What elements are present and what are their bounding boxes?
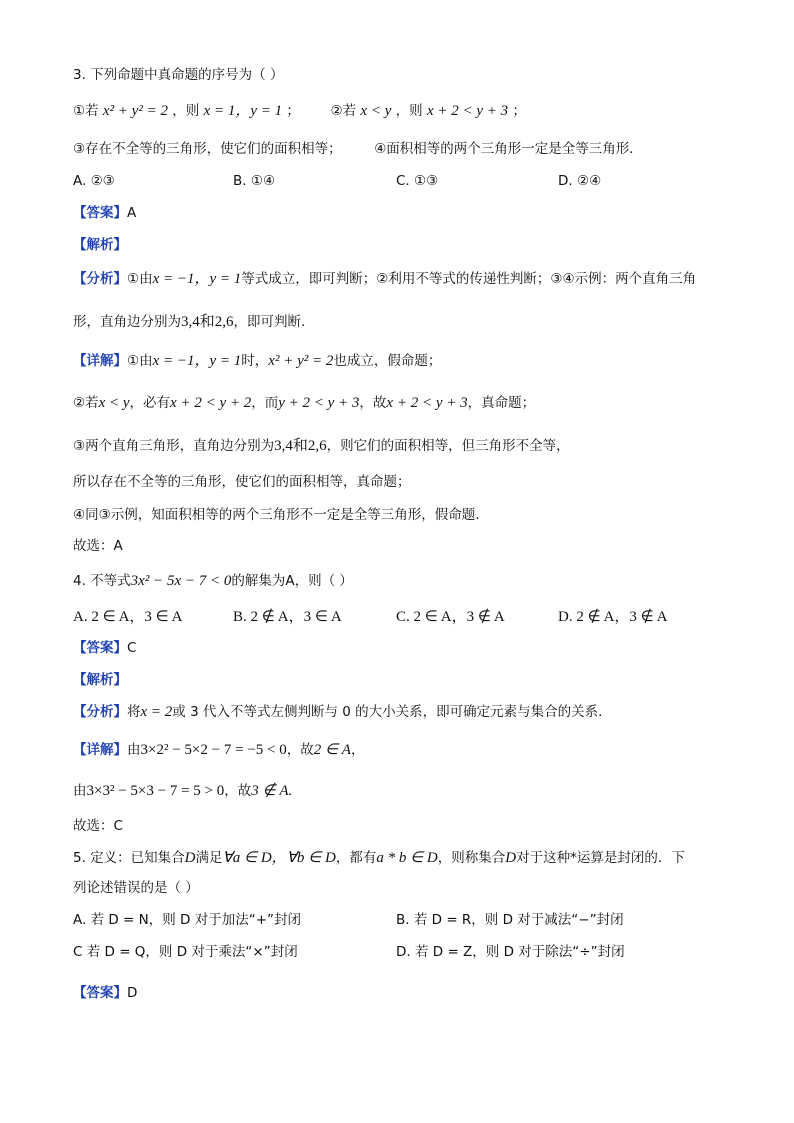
q5-answer	[73, 984, 137, 1002]
q3-detail-line3	[73, 437, 570, 455]
q3-stem: 3. 下列命题中真命题的序号为（ ）	[73, 67, 284, 83]
q5-stem-m2: ∀a ∈ D，∀b ∈ D	[222, 850, 336, 866]
q3-d2d: ，故	[359, 395, 387, 411]
q3-d1a: ①由	[127, 353, 153, 369]
q3-fenxi-1a: ①由	[127, 271, 153, 287]
q3-xiangjie-tag: 【详解】	[73, 353, 127, 369]
q3-d1m: x = −1，y = 1	[152, 353, 242, 369]
q3-detail-line2	[73, 394, 535, 412]
q3-d2e: ，真命题；	[467, 395, 536, 411]
q3-choose: 故选：A	[73, 538, 123, 554]
q3-jiexi	[73, 236, 127, 254]
q4-option-d: D. 2 ∉ A，3 ∉ A	[558, 609, 668, 625]
q4-jiexi-tag: 【解析】	[73, 672, 127, 688]
q3-d2m2: x + 2 < y + 2	[170, 395, 252, 411]
q4-d1b: ，故	[286, 742, 314, 758]
q3-s1-end: ；	[286, 103, 300, 119]
q4-d2a: 由	[73, 783, 87, 799]
q3-d2m3: y + 2 < y + 3	[278, 395, 360, 411]
q4-fenxi-m: x = 2	[140, 704, 173, 720]
q4-stem	[73, 572, 353, 590]
q3-answer	[73, 204, 136, 222]
q3-d2b: ，必有	[129, 395, 171, 411]
q5-answer-tag: 【答案】	[73, 985, 127, 1001]
q5-stem-line2: 列论述错误的是（ ）	[73, 880, 199, 896]
q4-d2b: ，故	[224, 783, 252, 799]
q3-s4: ④面积相等的两个三角形一定是全等三角形．	[374, 141, 643, 157]
q3-s2-cond: x < y	[360, 103, 392, 119]
q5-option-a: A. 若 D = N，则 D 对于加法“+”封闭	[73, 912, 302, 928]
q3-d1c: 也成立，假命题；	[333, 353, 442, 369]
q5-option-d: D. 若 D = Z，则 D 对于除法“÷”封闭	[396, 944, 625, 960]
q3-fenxi-2a: 形，直角边分别为	[73, 314, 181, 330]
q4-d1c: ，	[350, 742, 365, 758]
q5-option-c: C 若 D = Q，则 D 对于乘法“×”封闭	[73, 944, 298, 960]
q3-s1-res: x = 1，y = 1	[203, 103, 283, 119]
q4-d2m2: 3 ∉ A.	[251, 783, 293, 799]
q3-d2m4: x + 2 < y + 3	[386, 395, 468, 411]
q4-analysis	[73, 703, 602, 721]
q3-s2-res: x + 2 < y + 3	[426, 103, 509, 119]
q4-fenxi-a: 将	[127, 704, 141, 720]
q5-stem-line1	[73, 849, 685, 867]
q3-d3m: 3,4和2,6	[274, 438, 327, 454]
q3-s1-label: ①若	[73, 103, 99, 119]
q3-answer-value: A	[127, 205, 137, 221]
q5-stem-e: 对于这种*运算是封闭的．下	[516, 850, 685, 866]
q4-detail-line1	[73, 741, 364, 759]
q3-detail-line5: ④同③示例，知面积相等的两个三角形不一定是全等三角形，假命题.	[73, 507, 480, 523]
q3-jiexi-tag: 【解析】	[73, 237, 127, 253]
q4-stem-a: 4. 不等式	[73, 573, 131, 589]
q3-analysis-line2	[73, 313, 305, 331]
q5-stem-a: 5. 定义：已知集合	[73, 850, 185, 866]
q3-s1-then: ，则	[172, 103, 200, 119]
q3-d1m2: x² + y² = 2	[268, 353, 334, 369]
q5-option-b: B. 若 D = R，则 D 对于减法“−”封闭	[396, 912, 624, 928]
q3-fenxi-1m: x = −1，y = 1	[152, 271, 242, 287]
q4-d1m2: 2 ∈ A	[313, 742, 351, 758]
q4-d1a: 由	[127, 742, 141, 758]
q3-d2m1: x < y	[98, 395, 130, 411]
q4-xiangjie-tag: 【详解】	[73, 742, 127, 758]
q5-stem-m3: a * b ∈ D	[376, 850, 438, 866]
q3-d2a: ②若	[73, 395, 99, 411]
q3-statements-1-2	[73, 102, 526, 120]
q3-d3a: ③两个直角三角形，直角边分别为	[73, 438, 275, 454]
q3-d1b: 时，	[241, 353, 269, 369]
q5-stem-d: ，则称集合	[437, 850, 506, 866]
q3-option-d: D. ②④	[558, 173, 602, 189]
q3-detail-line4: 所以存在不全等的三角形，使它们的面积相等，真命题；	[73, 474, 411, 490]
q3-fenxi-tag: 【分析】	[73, 271, 127, 287]
q3-statements-3-4	[73, 140, 643, 158]
q5-stem-b: 满足	[195, 850, 223, 866]
q4-answer-value: C	[127, 640, 137, 656]
q3-detail-line1	[73, 352, 441, 370]
q3-d2c: ，而	[251, 395, 279, 411]
q3-s1-cond: x² + y² = 2	[102, 103, 168, 119]
q3-fenxi-1b: 等式成立，即可判断；②利用不等式的传递性判断；③④示例：两个直角三角	[241, 271, 697, 287]
q5-stem-c: ，都有	[335, 850, 377, 866]
q3-option-a: A. ②③	[73, 173, 115, 189]
q3-option-c: C. ①③	[396, 173, 439, 189]
q4-option-c: C. 2 ∈ A，3 ∉ A	[396, 609, 505, 625]
q4-fenxi-tag: 【分析】	[73, 704, 127, 720]
q4-stem-b: 的解集为A，则（ ）	[231, 573, 353, 589]
q4-choose: 故选：C	[73, 818, 123, 834]
q3-s2-label: ②若	[330, 103, 357, 119]
q4-detail-line2	[73, 782, 292, 800]
q5-answer-value: D	[127, 985, 138, 1001]
q4-stem-m: 3x² − 5x − 7 < 0	[130, 573, 232, 589]
q4-option-b: B. 2 ∉ A，3 ∈ A	[233, 609, 342, 625]
q3-analysis-line1	[73, 270, 696, 288]
q3-fenxi-2m: 3,4和2,6	[181, 314, 234, 330]
q4-answer	[73, 639, 136, 657]
q3-answer-tag: 【答案】	[73, 205, 127, 221]
q4-answer-tag: 【答案】	[73, 640, 127, 656]
q3-s3: ③存在不全等的三角形，使它们的面积相等；	[73, 141, 342, 157]
q3-s2-end: ；	[512, 103, 526, 119]
q5-stem-m4: D	[505, 850, 517, 866]
q3-option-b: B. ①④	[233, 173, 276, 189]
q4-d2m: 3×3² − 5×3 − 7 = 5 > 0	[86, 783, 225, 799]
q3-fenxi-2b: ，即可判断.	[233, 314, 306, 330]
q4-fenxi-b: 或 3 代入不等式左侧判断与 0 的大小关系，即可确定元素与集合的关系.	[172, 704, 603, 720]
q4-jiexi	[73, 671, 127, 689]
q4-d1m: 3×2² − 5×2 − 7 = −5 < 0	[140, 742, 287, 758]
q3-s2-then: ，则	[395, 103, 423, 119]
q3-d3b: ，则它们的面积相等，但三角形不全等，	[326, 438, 570, 454]
q5-stem-m1: D	[184, 850, 196, 866]
q4-option-a: A. 2 ∈ A，3 ∈ A	[73, 609, 183, 625]
